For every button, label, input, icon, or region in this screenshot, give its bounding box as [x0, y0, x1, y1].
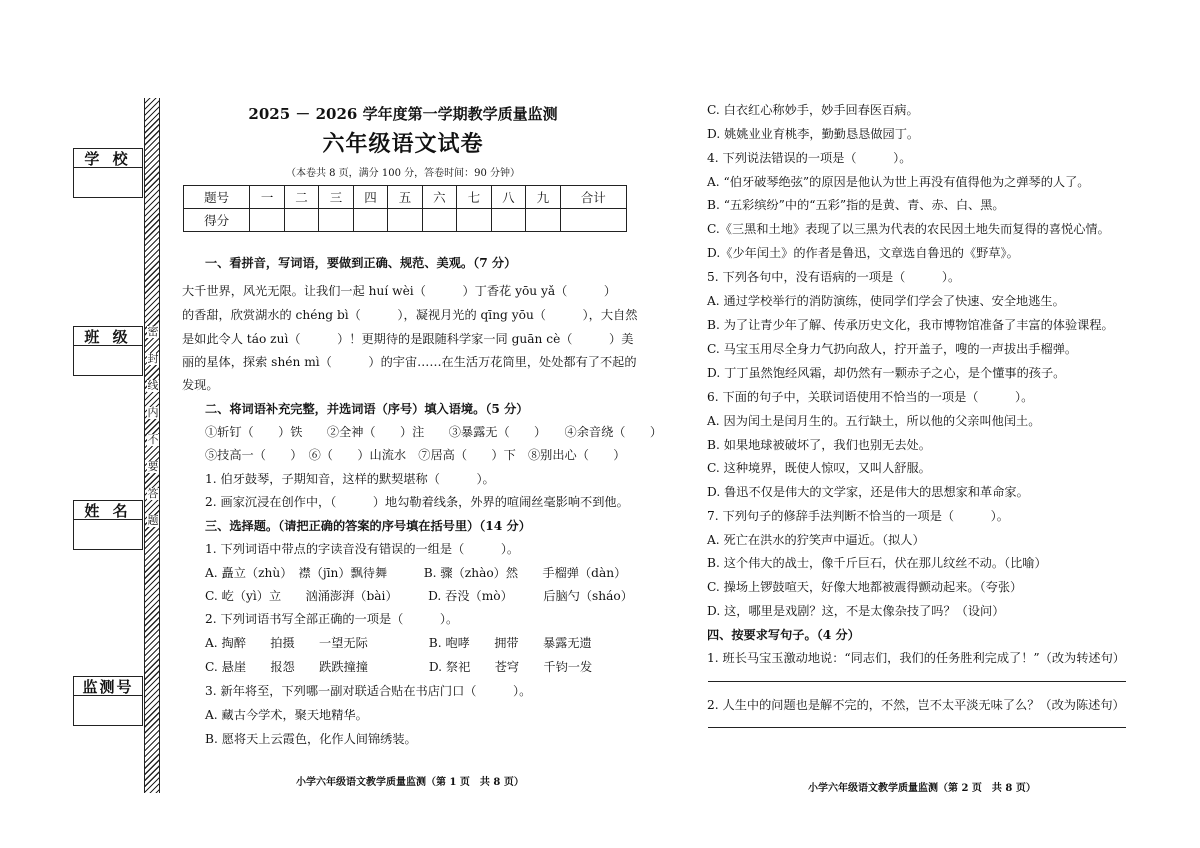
question-line: A. 矗立（zhù） 襟（jīn）飘待舞 B. 骤（zhào）然 手榴弹（dàn）: [205, 566, 627, 580]
question-line: 2. 下列词语书写全部正确的一项是（ ）。: [205, 612, 459, 626]
question-line: C. 白衣红心称妙手，妙手回春医百病。: [707, 103, 919, 117]
question-line: 2. 画家沉浸在创作中，（ ）地勾勒着线条，外界的喧闹丝毫影响不到他。: [205, 495, 629, 509]
seal-char: 线: [147, 379, 159, 392]
question-line: C. 马宝玉用尽全身力气扔向敌人，拧开盖子，嗖的一声拔出手榴弹。: [707, 342, 1078, 356]
name-label: 姓 名: [73, 500, 143, 520]
exam-title: 六年级语文试卷: [322, 131, 484, 157]
score-cell-header: 一: [250, 186, 284, 209]
question-line: B. 愿将天上云霞色，化作人间锦绣装。: [205, 732, 417, 746]
score-cell-header: 合计: [560, 186, 626, 209]
question-line: C. 这种境界，既使人惊叹，又叫人舒服。: [707, 461, 931, 475]
question-line: 4. 下列说法错误的一项是（ ）。: [707, 151, 912, 165]
question-line: B. 如果地球被破坏了，我们也别无去处。: [707, 438, 931, 452]
score-input-cell[interactable]: [422, 209, 456, 232]
question-line: A. “伯牙破琴绝弦”的原因是他认为世上再没有值得他为之弹琴的人了。: [707, 175, 1090, 189]
score-table-score-row: [184, 209, 627, 232]
seal-char: 不: [147, 433, 159, 446]
question-line: A. 因为闰土是闰月生的。五行缺土，所以他的父亲叫他闰土。: [707, 414, 1041, 428]
question-line: D.《少年闰土》的作者是鲁迅，文章选自鲁迅的《野草》。: [707, 246, 1019, 260]
footer-page-2: 小学六年级语文教学质量监测（第 2 页 共 8 页）: [808, 783, 1036, 794]
answer-line-1[interactable]: [708, 681, 1126, 682]
question-line: A. 藏古今学术，聚天地精华。: [205, 708, 368, 722]
exam-subtitle: （本卷共 8 页，满分 100 分，答卷时间：90 分钟）: [285, 168, 521, 179]
question-line: A. 通过学校举行的消防演练，使同学们学会了快速、安全地逃生。: [707, 294, 1065, 308]
question-line: ①斩钉（ ）铁 ②全神（ ）注 ③暴露无（ ） ④余音绕（ ）: [205, 425, 663, 439]
question-line: 丽的星体，探索 shén mì（ ）的宇宙……在生活万花筒里，处处都有了不起的: [182, 355, 637, 369]
seal-char: 密: [147, 325, 159, 338]
score-cell-header: 四: [353, 186, 387, 209]
question-line: 1. 伯牙鼓琴，子期知音，这样的默契堪称（ ）。: [205, 472, 495, 486]
score-input-cell[interactable]: [388, 209, 422, 232]
class-field[interactable]: [73, 346, 143, 376]
exam-period-title: 2025 － 2026 学年度第一学期教学质量监测: [248, 105, 558, 123]
score-input-cell[interactable]: [250, 209, 284, 232]
question-line: 1. 班长马宝玉激动地说：“同志们，我们的任务胜利完成了！”（改为转述句）: [707, 651, 1125, 665]
score-row-label: 得分: [184, 209, 250, 232]
score-input-cell[interactable]: [284, 209, 318, 232]
score-table: [183, 185, 627, 232]
score-input-cell[interactable]: [491, 209, 525, 232]
question-line: C.《三黑和土地》表现了以三黑为代表的农民因土地失而复得的喜悦心情。: [707, 222, 1110, 236]
score-cell-header: 八: [491, 186, 525, 209]
question-line: 大千世界，风光无限。让我们一起 huí wèi（ ）丁香花 yōu yǎ（ ）: [182, 284, 617, 298]
question-line: 5. 下列各句中，没有语病的一项是（ ）。: [707, 270, 961, 284]
school-field[interactable]: [73, 168, 143, 198]
question-line: B. 这个伟大的战士，像千斤巨石，伏在那儿纹丝不动。（比喻）: [707, 556, 1047, 570]
question-line: D. 姚姚业业育桃李，勤勤恳恳做园丁。: [707, 127, 920, 141]
section-heading: 四、按要求写句子。（4 分）: [707, 628, 860, 642]
section-heading: 二、将词语补充完整，并选词语（序号）填入语境。（5 分）: [205, 402, 529, 416]
seal-line-text: [147, 326, 159, 542]
exam-number-field[interactable]: [73, 696, 143, 726]
score-cell-header: 二: [284, 186, 318, 209]
score-cell-header: 三: [319, 186, 353, 209]
exam-number-label: 监测号: [73, 676, 143, 696]
score-input-cell[interactable]: [457, 209, 491, 232]
question-line: D. 这，哪里是戏剧？这，不是太像杂技了吗？（设问）: [707, 604, 1005, 618]
seal-char: 要: [147, 460, 159, 473]
footer-page-1: 小学六年级语文教学质量监测（第 1 页 共 8 页）: [296, 777, 524, 788]
score-table-header-row: [184, 186, 627, 209]
question-line: C. 悬崖 报怨 跌跌撞撞 D. 祭祀 苍穹 千钧一发: [205, 660, 593, 674]
question-line: 7. 下列句子的修辞手法判断不恰当的一项是（ ）。: [707, 509, 1009, 523]
question-line: 的香甜，欣赏湖水的 chéng bì（ ），凝视月光的 qīng yōu（ ），大自然: [182, 308, 638, 322]
question-line: A. 死亡在洪水的狞笑声中逼近。（拟人）: [707, 533, 925, 547]
seal-char: 题: [147, 514, 159, 527]
seal-char: 封: [147, 352, 159, 365]
score-input-cell[interactable]: [526, 209, 560, 232]
score-cell-header: 五: [388, 186, 422, 209]
score-cell-header: 九: [526, 186, 560, 209]
question-line: D. 丁丁虽然饱经风霜，却仍然有一颗赤子之心，是个懂事的孩子。: [707, 366, 1066, 380]
score-cell-header: 六: [422, 186, 456, 209]
section-heading: 一、看拼音，写词语，要做到正确、规范、美观。（7 分）: [205, 256, 517, 270]
question-line: 3. 新年将至，下列哪一副对联适合贴在书店门口（ ）。: [205, 684, 532, 698]
question-line: 6. 下面的句子中，关联词语使用不恰当的一项是（ ）。: [707, 390, 1034, 404]
class-label: 班 级: [73, 326, 143, 346]
question-line: A. 掏醉 拍摄 一望无际 B. 咆哮 拥带 暴露无遗: [205, 636, 592, 650]
name-field[interactable]: [73, 520, 143, 550]
question-line: 发现。: [182, 378, 219, 392]
score-input-cell[interactable]: [353, 209, 387, 232]
question-line: C. 屹（yì）立 汹涌澎湃（bài） D. 吞没（mò） 后脑勺（sháo）: [205, 589, 633, 603]
question-line: ⑤技高一（ ） ⑥（ ）山流水 ⑦居高（ ）下 ⑧别出心（ ）: [205, 448, 626, 462]
answer-line-2[interactable]: [708, 727, 1126, 728]
seal-char: 内: [147, 406, 159, 419]
question-line: 是如此令人 táo zuì（ ）！更期待的是跟随科学家一同 guān cè（ ）美: [182, 332, 634, 346]
score-input-cell[interactable]: [560, 209, 626, 232]
school-label: 学 校: [73, 148, 143, 168]
seal-char: 答: [147, 487, 159, 500]
question-line: 1. 下列词语中带点的字读音没有错误的一组是（ ）。: [205, 542, 520, 556]
score-cell-header: 七: [457, 186, 491, 209]
question-line: D. 鲁迅不仅是伟大的文学家，还是伟大的思想家和革命家。: [707, 485, 1029, 499]
question-line: C. 操场上锣鼓喧天，好像大地都被震得颤动起来。（夸张）: [707, 580, 1023, 594]
question-line: 2. 人生中的问题也是解不完的，不然，岂不太平淡无味了么？（改为陈述句）: [707, 698, 1125, 712]
question-line: B. 为了让青少年了解、传承历史文化，我市博物馆准备了丰富的体验课程。: [707, 318, 1114, 332]
question-line: B. “五彩缤纷”中的“五彩”指的是黄、青、赤、白、黑。: [707, 198, 1005, 212]
score-cell-header: 题号: [184, 186, 250, 209]
section-heading: 三、选择题。（请把正确的答案的序号填在括号里）（14 分）: [205, 519, 531, 533]
score-input-cell[interactable]: [319, 209, 353, 232]
